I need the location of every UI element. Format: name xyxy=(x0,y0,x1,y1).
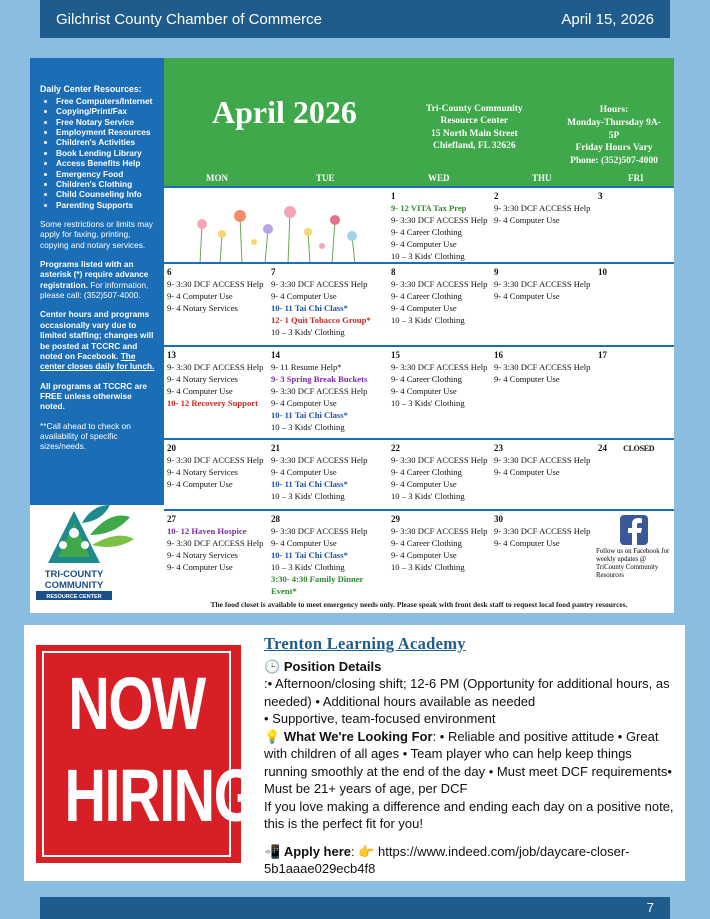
event: 9- 4 Computer Use xyxy=(494,467,560,477)
position-text-2: • Supportive, team-focused environment xyxy=(264,711,496,726)
day-cell xyxy=(268,347,388,433)
event: 9- 4 Computer Use xyxy=(391,303,457,313)
page-number: 7 xyxy=(646,900,654,915)
resource-item: • Emergency Food xyxy=(56,169,164,179)
resource-item: • Employment Resources xyxy=(56,127,164,137)
registration-note-phone: For information, please call: (352)507-4000. xyxy=(40,279,149,301)
calendar-month: April 2026 xyxy=(212,94,357,130)
event: 10 – 3 Kids' Clothing xyxy=(391,315,465,325)
center-line: Tri-County Community xyxy=(426,104,523,114)
lightbulb-icon: 💡 xyxy=(264,728,281,744)
event: 9- 4 Career Clothing xyxy=(391,227,462,237)
ad-body xyxy=(264,635,674,878)
event: 10 – 3 Kids' Clothing xyxy=(271,327,345,337)
hours-line: Monday-Thursday 9A-5P xyxy=(567,117,661,141)
day-number: 24 xyxy=(598,443,607,453)
apply-label: Apply here xyxy=(283,843,351,859)
event: 9- 4 Computer Use xyxy=(271,291,337,301)
resource-item: • Parenting Supports xyxy=(56,200,164,210)
sign-word-now: NOW xyxy=(68,662,205,745)
logo-line-3: RESOURCE CENTER xyxy=(46,594,102,600)
page-footer xyxy=(40,897,670,919)
lunch-note: The center closes daily for lunch. xyxy=(40,350,155,372)
event: 9- 3 Spring Break Buckets xyxy=(271,374,368,384)
center-line: Chiefland, FL 32626 xyxy=(433,141,516,152)
event: 9- 3:30 DCF ACCESS Help xyxy=(167,279,264,289)
closing-text: If you love making a difference and ending each day on a positive note, this is the perfect fit for you! xyxy=(264,798,674,831)
hours-line: Friday Hours Vary xyxy=(575,143,653,154)
event: 12- 1 Quit Tobacco Group* xyxy=(271,315,371,325)
day-cell xyxy=(268,511,388,597)
calendar-flyer xyxy=(30,58,674,613)
event: 9- 4 Notary Services xyxy=(167,550,238,560)
event: 9- 11 Resume Help* xyxy=(271,362,342,372)
day-cell xyxy=(164,511,268,573)
event: 10 – 3 Kids' Clothing xyxy=(391,398,465,408)
day-cell xyxy=(491,511,595,549)
event: 9- 4 Notary Services xyxy=(167,374,238,384)
day-number: 14 xyxy=(271,350,280,360)
event: 9- 4 Career Clothing xyxy=(391,538,462,548)
resource-item: • Book Lending Library xyxy=(56,148,164,158)
week-row xyxy=(164,345,674,435)
event: 9- 4 Career Clothing xyxy=(391,467,462,477)
hours-note xyxy=(40,309,164,371)
day-cell xyxy=(388,440,492,502)
day-number: 23 xyxy=(494,443,503,453)
event: 3:30- 4:30 Family Dinner Event* xyxy=(271,574,364,596)
resources-heading: Daily Center Resources: xyxy=(40,84,142,94)
day-number: 28 xyxy=(271,514,280,524)
job-ad xyxy=(24,625,685,881)
day-number: 10 xyxy=(598,267,607,277)
event: 9- 3:30 DCF ACCESS Help xyxy=(494,279,591,289)
day-number: 20 xyxy=(167,443,176,453)
day-number: 7 xyxy=(271,267,276,277)
event: 10- 12 Haven Hospice xyxy=(167,526,247,536)
event: 10- 11 Tai Chi Class* xyxy=(271,410,348,420)
day-cell xyxy=(164,347,268,409)
event: 9- 4 Computer Use xyxy=(391,239,457,249)
event: 9- 4 Computer Use xyxy=(494,538,560,548)
day-number: 2 xyxy=(494,191,499,201)
page-header xyxy=(40,0,670,38)
registration-note-bold: Programs listed with an asterisk (*) require advance registration. xyxy=(40,259,149,290)
day-cell xyxy=(595,347,674,361)
event: 9- 3:30 DCF ACCESS Help xyxy=(494,203,591,213)
event: 9- 4 Computer Use xyxy=(271,538,337,548)
day-cell xyxy=(388,188,492,262)
day-cell xyxy=(491,188,595,226)
day-mon: MON xyxy=(206,173,228,183)
tccrc-logo xyxy=(30,505,164,613)
looking-for xyxy=(264,728,674,798)
apply-link[interactable]: https://www.indeed.com/job/daycare-closer-5b1aaae029ecb4f8 xyxy=(264,843,630,876)
position-heading xyxy=(264,658,674,676)
week-row xyxy=(164,186,674,264)
event: 10- 11 Tai Chi Class* xyxy=(271,550,348,560)
day-number: 13 xyxy=(167,350,176,360)
day-cell xyxy=(164,440,268,490)
event: 10 – 3 Kids' Clothing xyxy=(391,491,465,501)
event: 9- 4 Computer Use xyxy=(167,386,233,396)
center-line: 15 North Main Street xyxy=(431,128,518,139)
call-ahead-note: **Call ahead to check on availability of specific sizes/needs. xyxy=(40,420,131,452)
calendar-banner xyxy=(164,58,674,171)
resource-item: • Access Benefits Help xyxy=(56,158,164,168)
day-cell xyxy=(268,440,388,502)
day-thu: THU xyxy=(532,173,552,183)
registration-note xyxy=(40,259,164,300)
event: 9- 4 Computer Use xyxy=(391,550,457,560)
event: 10 – 3 Kids' Clothing xyxy=(271,422,345,432)
event: 10- 11 Tai Chi Class* xyxy=(271,479,348,489)
day-number: 8 xyxy=(391,267,396,277)
day-cell xyxy=(268,264,388,338)
hours-line: Hours: xyxy=(599,105,629,115)
facebook-icon[interactable] xyxy=(620,515,648,545)
event: 10 – 3 Kids' Clothing xyxy=(391,562,465,572)
event: 10- 11 Tai Chi Class* xyxy=(271,303,348,313)
event: 10- 12 Recovery Support xyxy=(167,398,258,408)
resource-item: • Child Counseling Info xyxy=(56,189,164,199)
week-row xyxy=(164,438,674,506)
day-number: 15 xyxy=(391,350,400,360)
position-label: Position Details xyxy=(283,658,382,674)
event: 9- 4 Computer Use xyxy=(494,291,560,301)
event: 9- 4 Notary Services xyxy=(167,303,238,313)
center-hours xyxy=(564,104,664,168)
event: 9- 4 Computer Use xyxy=(167,479,233,489)
event: 9- 4 Computer Use xyxy=(167,291,233,301)
closed-label: CLOSED xyxy=(623,444,655,453)
event: 9- 4 Computer Use xyxy=(167,562,233,572)
event: 9- 3:30 DCF ACCESS Help xyxy=(167,362,264,372)
event: 9- 3:30 DCF ACCESS Help xyxy=(391,362,488,372)
day-cell xyxy=(491,264,595,302)
day-number: 1 xyxy=(391,191,396,201)
day-cell xyxy=(491,440,595,478)
food-closet-note: The food closet is available to meet emergency needs only. Please speak with front desk staff to request local food pantry resources. xyxy=(210,600,628,609)
pointing-hand-icon: 👉 xyxy=(358,843,375,859)
sign-word-hiring: HIRING xyxy=(64,754,258,837)
event: 9- 3:30 DCF ACCESS Help xyxy=(494,526,591,536)
resources-list xyxy=(40,96,164,210)
event: 9- 3:30 DCF ACCESS Help xyxy=(271,455,368,465)
resource-item: • Free Computers/Internet xyxy=(56,96,164,106)
center-address xyxy=(426,103,523,152)
header-date: April 15, 2026 xyxy=(561,11,654,28)
event: 9- 4 Career Clothing xyxy=(391,374,462,384)
event: 9- 3:30 DCF ACCESS Help xyxy=(494,362,591,372)
event: 9- 3:30 DCF ACCESS Help xyxy=(271,386,368,396)
day-number: 29 xyxy=(391,514,400,524)
phone-icon: 📲 xyxy=(264,843,281,859)
clock-icon: 🕒 xyxy=(264,658,281,674)
day-number: 30 xyxy=(494,514,503,524)
hours-line: Phone: (352)507-4000 xyxy=(570,156,658,167)
looking-text: : • Reliable and positive attitude • Great with children of all ages • Team player who can help keep things running smoothly at the end of the day • Must meet DCF requirements• Must be 21+ years of age, per DCF xyxy=(264,728,672,796)
event: 9- 12 VITA Tax Prep xyxy=(391,203,467,213)
event: 10 – 3 Kids' Clothing xyxy=(271,562,345,572)
day-cell xyxy=(388,511,492,573)
day-cell xyxy=(388,347,492,409)
resource-item: • Copying/Print/Fax xyxy=(56,106,164,116)
looking-label: What We're Looking For xyxy=(283,728,433,744)
day-number: 9 xyxy=(494,267,499,277)
week-row xyxy=(164,262,674,346)
weekday-header xyxy=(164,171,674,186)
event: 9- 4 Computer Use xyxy=(271,467,337,477)
day-cell xyxy=(388,264,492,326)
event: 9- 3:30 DCF ACCESS Help xyxy=(167,455,264,465)
position-text: :• Afternoon/closing shift; 12-6 PM (Opportunity for additional hours, as needed) • Additional hours available as needed xyxy=(264,676,670,709)
event: 9- 3:30 DCF ACCESS Help xyxy=(391,455,488,465)
event: 9- 3:30 DCF ACCESS Help xyxy=(391,526,488,536)
day-cell xyxy=(491,347,595,385)
center-line: Resource Center xyxy=(440,116,509,127)
event: 9- 3:30 DCF ACCESS Help xyxy=(494,455,591,465)
hours-note-text: Center hours and programs occasionally vary due to limited staffing; changes will be posted at TCCRC and noted on Facebook. xyxy=(40,309,154,361)
event: 9- 3:30 DCF ACCESS Help xyxy=(271,279,368,289)
day-number: 3 xyxy=(598,191,603,201)
free-note xyxy=(40,381,164,412)
logo-line-1: TRI-COUNTY xyxy=(44,569,104,580)
ad-title: Trenton Learning Academy xyxy=(264,634,466,653)
day-number: 22 xyxy=(391,443,400,453)
facebook-note: Follow us on Facebook for weekly updates @ TriCounty Community Resources xyxy=(596,548,670,580)
event: 9- 3:30 DCF ACCESS Help xyxy=(391,215,488,225)
event: 10 – 3 Kids' Clothing xyxy=(271,491,345,501)
day-number: 27 xyxy=(167,514,176,524)
event: 9- 3:30 DCF ACCESS Help xyxy=(167,538,264,548)
event: 9- 4 Computer Use xyxy=(391,479,457,489)
sign-border xyxy=(42,651,258,857)
apply-line: 📲 Apply here: 👉 https://www.indeed.com/job/daycare-closer-5b1aaae029ecb4f8 xyxy=(264,843,630,876)
event: 10 – 3 Kids' Clothing xyxy=(391,251,465,261)
day-cell xyxy=(595,264,674,278)
org-name: Gilchrist County Chamber of Commerce xyxy=(56,11,322,28)
now-hiring-sign xyxy=(36,645,258,863)
resource-item: • Children's Clothing xyxy=(56,179,164,189)
day-number: 17 xyxy=(598,350,607,360)
day-wed: WED xyxy=(428,173,450,183)
day-number: 21 xyxy=(271,443,280,453)
restrictions-note: Some restrictions or limits may apply for faxing, printing, copying and notary services. xyxy=(40,218,153,250)
day-cell xyxy=(164,264,268,314)
day-cell xyxy=(595,188,674,202)
event: 9- 3:30 DCF ACCESS Help xyxy=(391,279,488,289)
day-tue: TUE xyxy=(316,173,335,183)
event: 9- 4 Computer Use xyxy=(391,386,457,396)
day-fri: FRI xyxy=(628,173,644,183)
resource-item: • Free Notary Service xyxy=(56,117,164,127)
event: 9- 4 Computer Use xyxy=(494,215,560,225)
event: 9- 4 Computer Use xyxy=(494,374,560,384)
event: 9- 4 Notary Services xyxy=(167,467,238,477)
day-number: 6 xyxy=(167,267,172,277)
logo-graphic xyxy=(30,505,164,613)
event: 9- 4 Computer Use xyxy=(271,398,337,408)
resource-item: • Children's Activities xyxy=(56,137,164,147)
logo-line-2: COMMUNITY xyxy=(44,580,104,591)
event: 9- 4 Career Clothing xyxy=(391,291,462,301)
event: 9- 3:30 DCF ACCESS Help xyxy=(271,526,368,536)
free-note-text: All programs at TCCRC are FREE unless otherwise noted. xyxy=(40,380,147,412)
day-number: 16 xyxy=(494,350,503,360)
day-cell xyxy=(595,440,674,455)
resources-sidebar xyxy=(30,58,164,505)
